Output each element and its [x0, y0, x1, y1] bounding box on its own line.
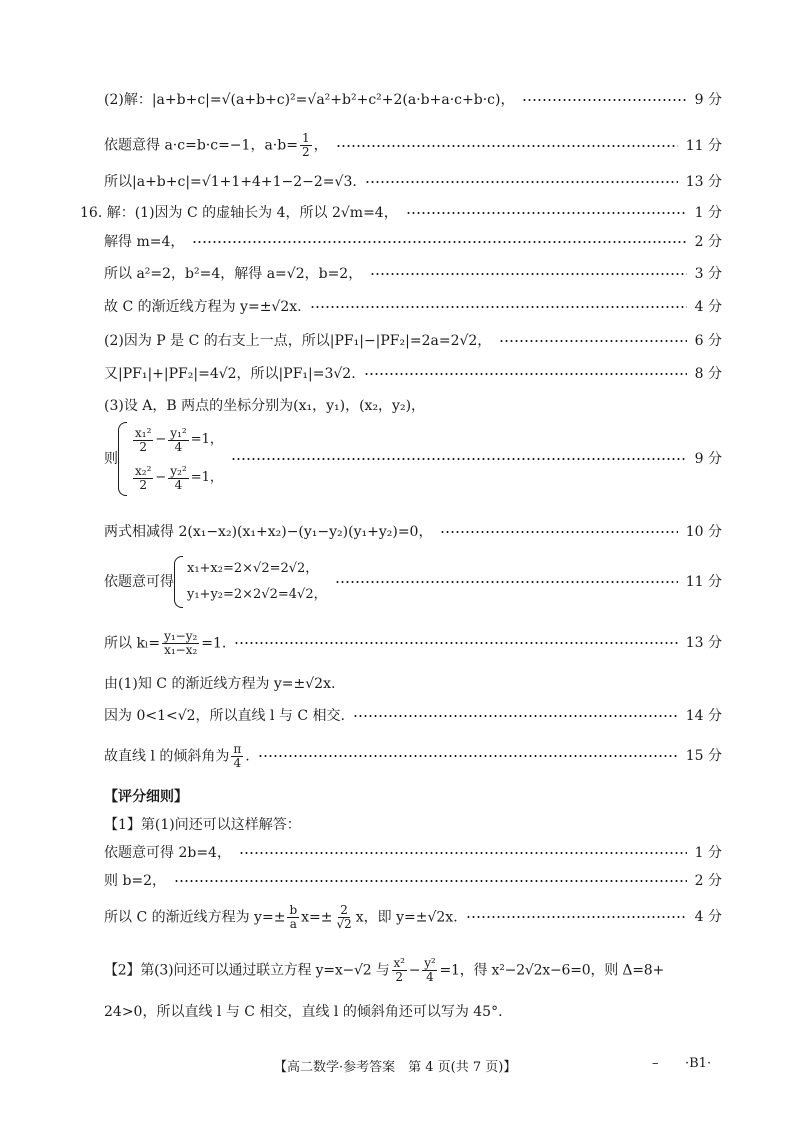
- fraction: $\frac{1}{2}$: [301, 131, 310, 159]
- leader-dots: [192, 240, 686, 244]
- fraction: $\frac{\text{y²}}{4}$: [424, 955, 436, 984]
- score: 9 分: [694, 451, 722, 467]
- score: 15 分: [685, 748, 722, 764]
- score: 4 分: [694, 299, 722, 315]
- leader-dots: [364, 372, 687, 376]
- line-4: 16. 解：(1)因为 C 的虚轴长为 4，所以 2√m=4， 1 分: [80, 205, 722, 221]
- line-8: (2)因为 P 是 C 的右支上一点，所以|PF₁|−|PF₂|=2a=2√2， 6 分: [104, 333, 722, 349]
- score: 4 分: [694, 909, 722, 925]
- leader-dots: [239, 851, 687, 855]
- line-23: 【2】第(3)问还可以通过联立方程 y=x−√2 与 $\frac{\text{x²}}{2}$ − $\frac{\text{y²}}{4}$ =1，得 x²−2√2x−6=0，则 Δ=8+: [104, 955, 665, 984]
- equation-row: $\frac{\text{x₁²}}{2}$ − $\frac{\text{y₁²}}{4}$ =1，: [135, 425, 223, 454]
- line-22: 所以 C 的渐近线方程为 y=± $\frac{b}{a}$ x=± $\frac{2}{√2}$ x，即 y=±√2x. 4 分: [104, 902, 722, 931]
- score: 1 分: [694, 845, 722, 861]
- leader-dots: [370, 272, 686, 276]
- leader-dots: [258, 754, 678, 758]
- equation-row: $\frac{\text{x₂²}}{2}$ − $\frac{\text{y₂²}}{4}$ =1，: [135, 463, 223, 492]
- score: 9 分: [694, 92, 722, 108]
- left-brace: [118, 422, 127, 496]
- equation-system: x₁+x₂=2×√2=2√2， y₁+y₂=2×2√2=4√2，: [187, 561, 327, 602]
- line-24: 24>0，所以直线 l 与 C 相交，直线 l 的倾斜角还可以写为 45°.: [104, 1004, 503, 1020]
- line-15: 由(1)知 C 的渐近线方程为 y=±√2x.: [104, 676, 336, 692]
- score: 13 分: [685, 635, 722, 651]
- leader-dots: [310, 305, 687, 309]
- page-footer: [0, 1056, 800, 1076]
- score: 2 分: [694, 234, 722, 250]
- line-16: 因为 0<1<√2，所以直线 l 与 C 相交. 14 分: [104, 708, 722, 724]
- score: 2 分: [694, 873, 722, 889]
- score: 13 分: [685, 174, 722, 190]
- leader-dots: [406, 211, 687, 215]
- score: 6 分: [694, 333, 722, 349]
- score: 11 分: [685, 137, 722, 154]
- fraction: $\frac{\text{y₁−y₂}}{\text{x₁−x₂}}$: [164, 628, 198, 657]
- leader-dots: [335, 580, 678, 584]
- leader-dots: [522, 98, 686, 102]
- line-9: 又|PF₁|+|PF₂|=4√2，所以|PF₁|=3√2. 8 分: [104, 366, 722, 382]
- footer-code: ·B1·: [685, 1056, 712, 1071]
- line-17: 故直线 l 的倾斜角为 $\frac{\pi}{4}$ . 15 分: [104, 741, 722, 770]
- line-12: 两式相减得 2(x₁−x₂)(x₁+x₂)−(y₁−y₂)(y₁+y₂)=0， 10 分: [104, 524, 722, 540]
- fraction: $\frac{\text{x²}}{2}$: [393, 955, 405, 984]
- leader-dots: [174, 879, 687, 883]
- fraction: $\frac{b}{a}$: [289, 902, 298, 931]
- leader-dots: [234, 641, 677, 645]
- line-21: 则 b=2， 2 分: [104, 873, 722, 889]
- line-5: 解得 m=4， 2 分: [104, 234, 722, 250]
- line-11: 则 $\frac{\text{x₁²}}{2}$ − $\frac{\text{y₁²}}{4}$ =1， $\frac{\text{x₂²}}{2}$ − $\frac{\text{y₂²}}{4}$ =1， 9 分: [104, 418, 722, 500]
- leader-dots: [499, 339, 686, 343]
- line-14: 所以 kₗ= $\frac{\text{y₁−y₂}}{\text{x₁−x₂}}$ =1. 13 分: [104, 628, 722, 657]
- leader-dots: [231, 457, 687, 461]
- fraction: $\frac{2}{√2}$: [336, 902, 352, 931]
- fraction: $\frac{\pi}{4}$: [233, 741, 242, 770]
- leader-dots: [466, 915, 687, 919]
- leader-dots: [365, 180, 678, 184]
- line-7: 故 C 的渐近线方程为 y=±√2x. 4 分: [104, 299, 722, 315]
- line-2: 依题意得 a·c=b·c=−1，a·b= $\frac{1}{2}$ ， 11 分: [104, 131, 722, 159]
- score: 8 分: [694, 366, 722, 382]
- line-10: (3)设 A，B 两点的坐标分别为(x₁，y₁)，(x₂，y₂)，: [104, 398, 426, 414]
- line-19: 【1】第(1)问还可以这样解答：: [104, 817, 301, 833]
- line-1: (2)解：|a+b+c|=√(a+b+c)²=√a²+b²+c²+2(a·b+a·c+b·c)， 9 分: [104, 92, 722, 108]
- score: 1 分: [694, 205, 722, 221]
- leader-dots: [353, 714, 678, 718]
- score: 10 分: [685, 524, 722, 540]
- left-brace: [174, 556, 183, 608]
- line-20: 依题意可得 2b=4， 1 分: [104, 845, 722, 861]
- leader-dots: [440, 530, 677, 534]
- footer-page-info: 【高二数学·参考答案 第 4 页(共 7 页)】: [274, 1060, 517, 1075]
- line-3: 所以|a+b+c|=√1+1+4+1−2−2=√3. 13 分: [104, 174, 722, 190]
- score: 14 分: [685, 708, 722, 724]
- footer-dash: –: [652, 1056, 659, 1071]
- line-13: 依题意可得 x₁+x₂=2×√2=2√2， y₁+y₂=2×2√2=4√2， 11 分: [104, 552, 722, 612]
- score: 3 分: [694, 266, 722, 282]
- section-heading: 【评分细则】: [104, 789, 188, 805]
- equation-system: [131, 421, 223, 497]
- line-6: 所以 a²=2，b²=4，解得 a=√2，b=2， 3 分: [104, 266, 722, 282]
- leader-dots: [336, 144, 678, 148]
- score: 11 分: [685, 574, 722, 590]
